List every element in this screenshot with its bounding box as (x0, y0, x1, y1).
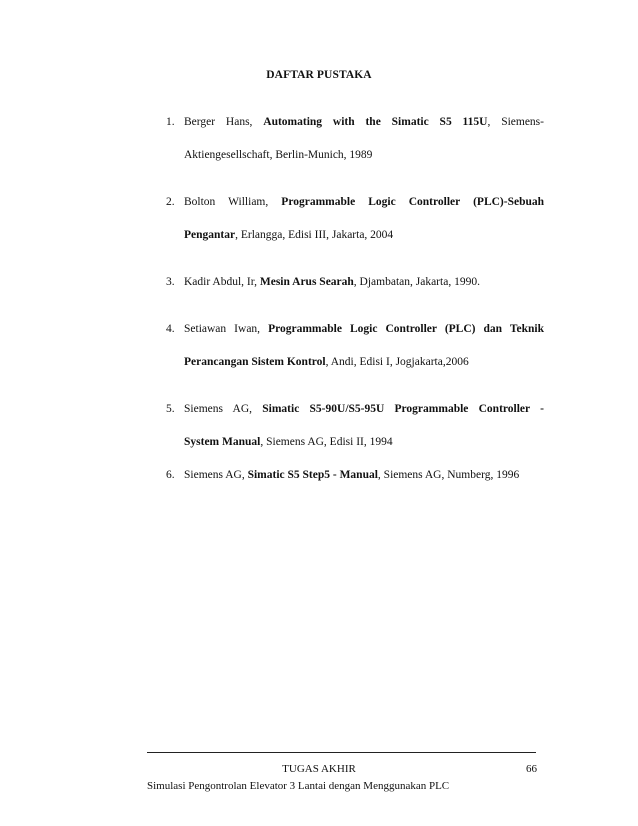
footer-subtitle: Simulasi Pengontrolan Elevator 3 Lantai dengan Menggunakan PLC (147, 780, 450, 792)
reference-title: Automating with the Simatic S5 115U (263, 116, 488, 128)
page-number: 66 (526, 763, 537, 775)
footer-divider (147, 752, 536, 753)
reference-line (166, 266, 544, 299)
reference-title: Simatic S5-90U/S5-95U Programmable Controller - (262, 403, 544, 415)
reference-details: , Erlangga, Edisi III, Jakarta, 2004 (235, 229, 394, 241)
reference-title-cont: Perancangan Sistem Kontrol (184, 356, 326, 368)
reference-item (166, 266, 544, 299)
reference-details: Aktiengesellschaft, Berlin-Munich, 1989 (184, 149, 373, 161)
reference-item (166, 459, 544, 492)
reference-number: 1. (166, 116, 175, 128)
reference-author: Setiawan Iwan, (184, 323, 269, 335)
reference-line (166, 393, 544, 426)
reference-title: Programmable Logic Controller (PLC) dan Teknik (268, 323, 544, 335)
reference-line (166, 106, 544, 139)
reference-item (166, 186, 544, 252)
reference-list (166, 106, 544, 492)
reference-author: Bolton William, (184, 196, 282, 208)
reference-title: Programmable Logic Controller (PLC)-Sebuah (281, 196, 545, 208)
reference-line (166, 459, 544, 492)
reference-line (166, 219, 544, 252)
reference-details: , Siemens AG, Edisi II, 1994 (260, 436, 393, 448)
reference-title: Simatic S5 Step5 - Manual (247, 469, 378, 481)
reference-item (166, 106, 544, 172)
reference-line (166, 346, 544, 379)
reference-line (166, 186, 544, 219)
reference-line (166, 139, 544, 172)
footer-title: TUGAS AKHIR (282, 763, 356, 775)
reference-number: 4. (166, 323, 175, 335)
reference-details: , Andi, Edisi I, Jogjakarta,2006 (325, 356, 469, 368)
reference-details: , Siemens AG, Numberg, 1996 (377, 469, 520, 481)
reference-item (166, 393, 544, 459)
reference-line (166, 313, 544, 346)
reference-number: 5. (166, 403, 175, 415)
page-title: DAFTAR PUSTAKA (266, 69, 372, 81)
reference-number: 3. (166, 276, 175, 288)
reference-author: Berger Hans, (184, 116, 264, 128)
reference-title: Mesin Arus Searah (259, 276, 354, 288)
reference-details: , Djambatan, Jakarta, 1990. (353, 276, 480, 288)
reference-line (166, 426, 544, 459)
reference-author: Kadir Abdul, Ir, (184, 276, 260, 288)
reference-author: Siemens AG, (184, 469, 248, 481)
reference-title-cont: Pengantar (184, 229, 236, 241)
reference-title-cont: System Manual (184, 436, 261, 448)
reference-number: 2. (166, 196, 175, 208)
reference-item (166, 313, 544, 379)
reference-details: , Siemens- (487, 116, 544, 128)
reference-number: 6. (166, 469, 175, 481)
reference-author: Siemens AG, (184, 403, 263, 415)
